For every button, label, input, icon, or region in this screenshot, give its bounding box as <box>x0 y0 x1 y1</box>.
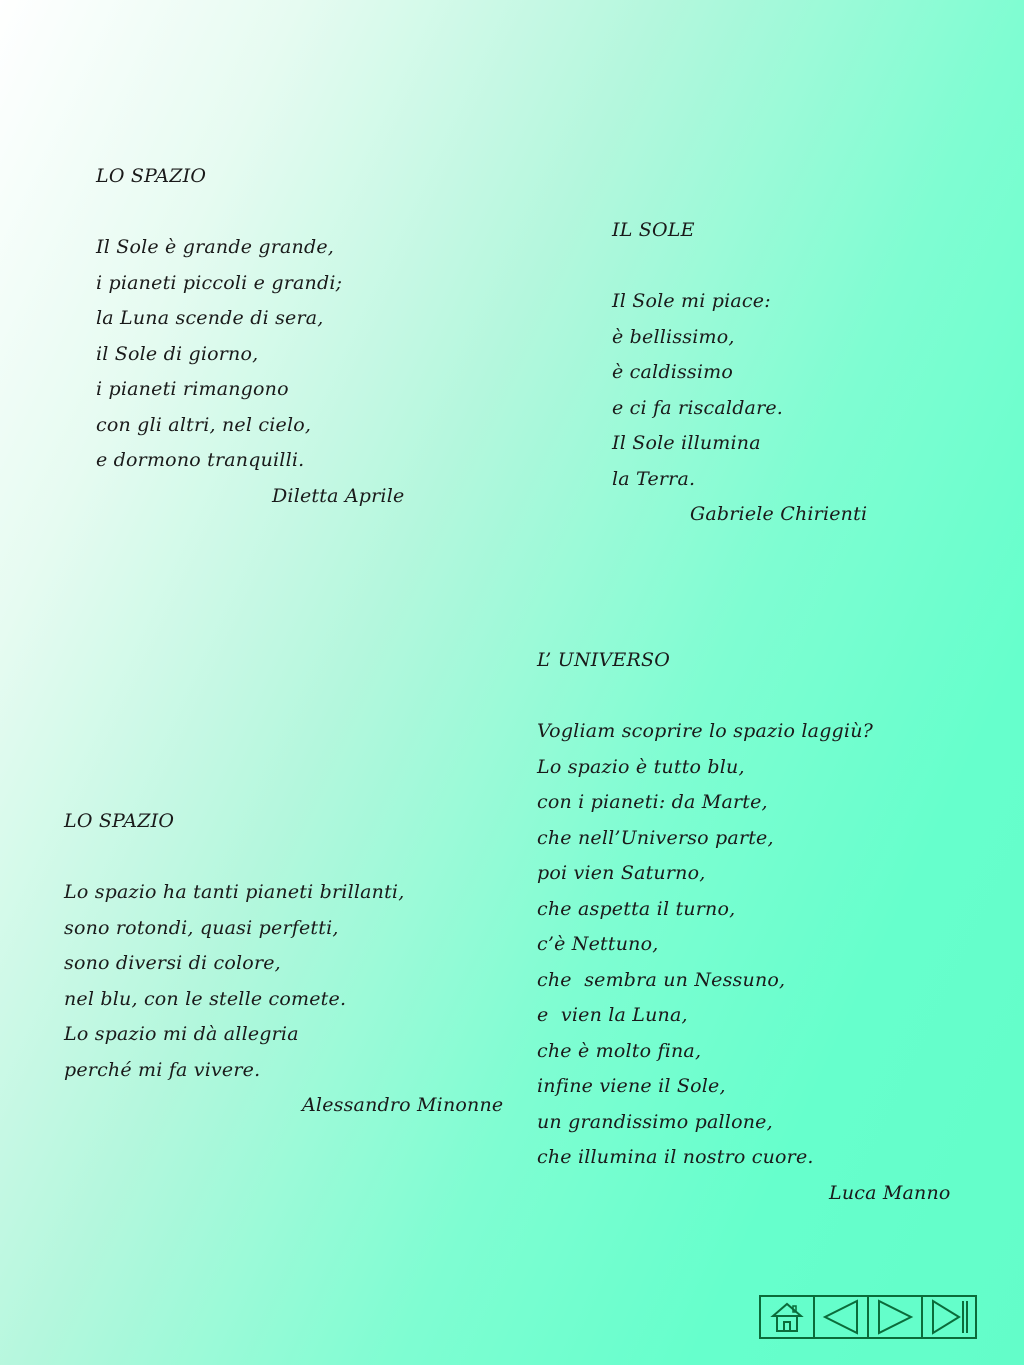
poem-line: sono rotondi, quasi perfetti, <box>64 916 339 939</box>
poem-author: Diletta Aprile <box>272 484 405 507</box>
poem-line: Vogliam scoprire lo spazio laggiù? <box>537 720 874 742</box>
next-icon <box>875 1299 915 1335</box>
poem-title: LO SPAZIO <box>96 165 207 187</box>
poem-line: i pianeti rimangono <box>96 378 289 400</box>
poem-line: poi vien Saturno, <box>537 862 706 884</box>
poem-il-sole <box>612 213 992 533</box>
poem-line: la Terra. <box>612 467 696 490</box>
home-button[interactable] <box>761 1297 815 1337</box>
poem-line: è bellissimo, <box>612 325 735 348</box>
poem-line: che illumina il nostro cuore. <box>537 1146 814 1168</box>
poem-lo-spazio-aprile <box>96 159 516 514</box>
poem-line: Lo spazio ha tanti pianeti brillanti, <box>64 881 405 903</box>
poem-line: il Sole di giorno, <box>96 342 259 365</box>
home-icon <box>767 1299 807 1335</box>
poem-line: Il Sole è grande grande, <box>96 236 335 258</box>
previous-icon <box>821 1299 861 1335</box>
poem-line: la Luna scende di sera, <box>96 307 324 329</box>
poem-line: e vien la Luna, <box>537 1004 688 1026</box>
poem-title: IL SOLE <box>612 219 695 241</box>
slide-navigation <box>759 1295 977 1339</box>
poem-line: e dormono tranquilli. <box>96 449 305 471</box>
poem-line: Lo spazio mi dà allegria <box>64 1023 299 1045</box>
poem-line: Lo spazio è tutto blu, <box>537 755 745 778</box>
poem-line: i pianeti piccoli e grandi; <box>96 271 343 294</box>
poem-line: infine viene il Sole, <box>537 1075 726 1097</box>
poem-l-universo <box>537 643 997 1211</box>
last-button[interactable] <box>923 1297 975 1337</box>
poem-author: Luca Manno <box>829 1181 951 1204</box>
poem-line: che aspetta il turno, <box>537 897 736 920</box>
previous-button[interactable] <box>815 1297 869 1337</box>
poem-line: un grandissimo pallone, <box>537 1110 773 1133</box>
poem-title: L’ UNIVERSO <box>537 649 670 671</box>
poem-line: che sembra un Nessuno, <box>537 968 786 991</box>
poem-line: perché mi fa vivere. <box>64 1058 261 1081</box>
poem-line: che è molto fina, <box>537 1039 702 1062</box>
poem-line: nel blu, con le stelle comete. <box>64 987 347 1010</box>
poem-line: che nell’Universo parte, <box>537 826 774 849</box>
poem-author: Gabriele Chirienti <box>690 503 868 525</box>
poem-title: LO SPAZIO <box>64 810 175 832</box>
poem-line: è caldissimo <box>612 361 734 383</box>
next-button[interactable] <box>869 1297 923 1337</box>
poem-line: Il Sole mi piace: <box>612 290 771 312</box>
poem-author: Alessandro Minonne <box>302 1094 504 1116</box>
poem-line: Il Sole illumina <box>612 432 761 454</box>
poem-line: con i pianeti: da Marte, <box>537 791 768 813</box>
poem-line: sono diversi di colore, <box>64 952 281 974</box>
poem-line: c’è Nettuno, <box>537 933 659 955</box>
last-icon <box>929 1299 969 1335</box>
poem-line: e ci fa riscaldare. <box>612 396 784 419</box>
poem-lo-spazio-minonne <box>64 804 524 1124</box>
poem-line: con gli altri, nel cielo, <box>96 413 312 436</box>
